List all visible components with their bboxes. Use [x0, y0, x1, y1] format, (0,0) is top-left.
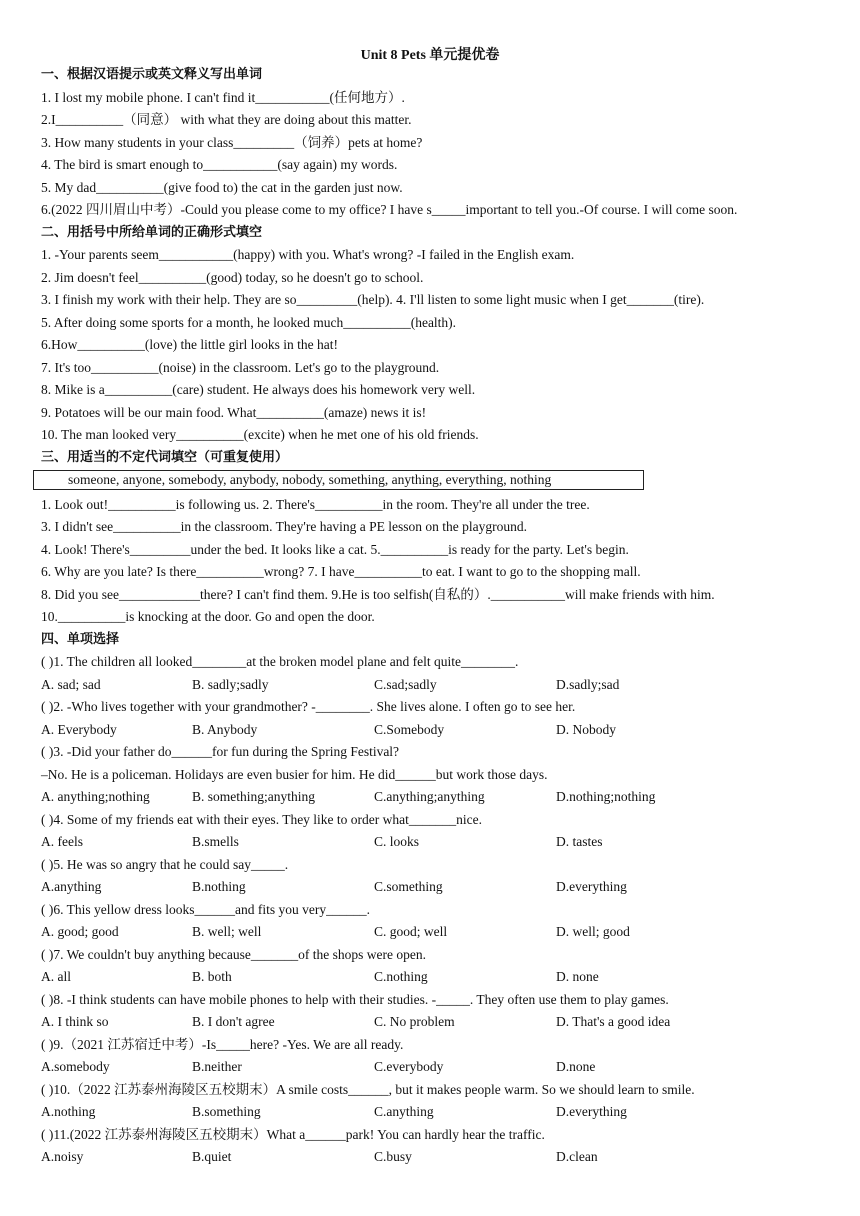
- s1-line-4: 4. The bird is smart enough to___________(say again) my words.: [41, 157, 398, 172]
- q5-option-b: B.nothing: [192, 879, 246, 894]
- q2-option-b: B. Anybody: [192, 722, 258, 737]
- s3-line-4: 6. Why are you late? Is there__________wrong? 7. I have__________to eat. I want to go to the shopping mall.: [41, 564, 641, 579]
- section-3-heading: 三、用适当的不定代词填空（可重复使用）: [41, 450, 289, 465]
- q7-stem: ( )7. We couldn't buy anything because_______of the shops were open.: [41, 947, 427, 962]
- q5-option-d: D.everything: [556, 879, 627, 894]
- s3-line-3: 4. Look! There's_________under the bed. It looks like a cat. 5.__________is ready for the party. Let's begin.: [41, 542, 629, 557]
- q4-option-c: C. looks: [374, 834, 420, 849]
- section-2-heading: 二、用括号中所给单词的正确形式填空: [41, 225, 263, 240]
- q3-stem: ( )3. -Did your father do______for fun during the Spring Festival?: [41, 744, 400, 759]
- s2-line-8: 9. Potatoes will be our main food. What__________(amaze) news it is!: [41, 405, 427, 420]
- q10-stem: ( )10.（2022 江苏泰州海陵区五校期末）A smile costs______, but it makes people warm. So we should learn to smile.: [41, 1082, 695, 1097]
- q8-option-d: D. That's a good idea: [556, 1014, 671, 1029]
- q11-stem: ( )11.(2022 江苏泰州海陵区五校期末）What a______park! You can hardly hear the traffic.: [41, 1127, 545, 1142]
- q2-stem: ( )2. -Who lives together with your grandmother? -________. She lives alone. I often go to see her.: [41, 699, 576, 714]
- q2-option-d: D. Nobody: [556, 722, 616, 737]
- q3-extra: –No. He is a policeman. Holidays are even busier for him. He did______but work those days.: [41, 767, 548, 782]
- q8-option-c: C. No problem: [374, 1014, 455, 1029]
- s2-line-2: 2. Jim doesn't feel__________(good) today, so he doesn't go to school.: [41, 270, 424, 285]
- s1-line-2: 2.I__________（同意） with what they are doing about this matter.: [41, 112, 412, 127]
- q5-option-c: C.something: [374, 879, 443, 894]
- s2-line-5: 6.How__________(love) the little girl looks in the hat!: [41, 337, 338, 352]
- s2-line-6: 7. It's too__________(noise) in the classroom. Let's go to the playground.: [41, 360, 440, 375]
- q4-stem: ( )4. Some of my friends eat with their eyes. They like to order what_______nice.: [41, 812, 483, 827]
- s3-line-1: 1. Look out!__________is following us. 2. There's__________in the room. They're all under the tree.: [41, 497, 590, 512]
- q2-option-c: C.Somebody: [374, 722, 445, 737]
- q7-option-d: D. none: [556, 969, 599, 984]
- q1-option-d: D.sadly;sad: [556, 677, 620, 692]
- s3-line-6: 10.__________is knocking at the door. Go and open the door.: [41, 609, 375, 624]
- q9-option-c: C.everybody: [374, 1059, 444, 1074]
- s2-line-7: 8. Mike is a__________(care) student. He always does his homework very well.: [41, 382, 476, 397]
- q7-option-c: C.nothing: [374, 969, 428, 984]
- q7-option-a: A. all: [41, 969, 71, 984]
- q6-option-d: D. well; good: [556, 924, 630, 939]
- s1-line-3: 3. How many students in your class_________（饲养）pets at home?: [41, 135, 423, 150]
- q10-option-c: C.anything: [374, 1104, 434, 1119]
- word-box-text: someone, anyone, somebody, anybody, nobody, something, anything, everything, nothing: [68, 472, 552, 487]
- word-box: [33, 470, 644, 490]
- q8-stem: ( )8. -I think students can have mobile phones to help with their studies. -_____. They often use them to play games.: [41, 992, 669, 1007]
- q11-option-d: D.clean: [556, 1149, 598, 1164]
- q6-stem: ( )6. This yellow dress looks______and fits you very______.: [41, 902, 370, 917]
- section-1-heading: 一、根据汉语提示或英文释义写出单词: [41, 67, 263, 82]
- q10-option-d: D.everything: [556, 1104, 627, 1119]
- q5-stem: ( )5. He was so angry that he could say_____.: [41, 857, 289, 872]
- q6-option-c: C. good; well: [374, 924, 448, 939]
- q3-option-a: A. anything;nothing: [41, 789, 150, 804]
- q1-option-c: C.sad;sadly: [374, 677, 437, 692]
- q1-option-a: A. sad; sad: [41, 677, 101, 692]
- q10-option-a: A.nothing: [41, 1104, 96, 1119]
- s3-line-2: 3. I didn't see__________in the classroom. They're having a PE lesson on the playground.: [41, 519, 528, 534]
- q9-option-a: A.somebody: [41, 1059, 110, 1074]
- s1-line-1: 1. I lost my mobile phone. I can't find it___________(任何地方）.: [41, 90, 405, 105]
- q3-option-b: B. something;anything: [192, 789, 315, 804]
- q1-option-b: B. sadly;sadly: [192, 677, 269, 692]
- s2-line-1: 1. -Your parents seem___________(happy) with you. What's wrong? -I failed in the English exam.: [41, 247, 575, 262]
- q9-option-b: B.neither: [192, 1059, 242, 1074]
- q5-option-a: A.anything: [41, 879, 102, 894]
- s1-line-5: 5. My dad__________(give food to) the cat in the garden just now.: [41, 180, 403, 195]
- q4-option-b: B.smells: [192, 834, 239, 849]
- page-title: Unit 8 Pets 单元提优卷: [360, 48, 500, 63]
- q11-option-c: C.busy: [374, 1149, 412, 1164]
- q4-option-a: A. feels: [41, 834, 83, 849]
- section-4-heading: 四、单项选择: [41, 632, 120, 647]
- q9-stem: ( )9.（2021 江苏宿迁中考）-Is_____here? -Yes. We are all ready.: [41, 1037, 404, 1052]
- q8-option-b: B. I don't agree: [192, 1014, 275, 1029]
- s2-line-4: 5. After doing some sports for a month, he looked much__________(health).: [41, 315, 457, 330]
- q11-option-b: B.quiet: [192, 1149, 232, 1164]
- q8-option-a: A. I think so: [41, 1014, 109, 1029]
- q7-option-b: B. both: [192, 969, 232, 984]
- q6-option-b: B. well; well: [192, 924, 262, 939]
- q4-option-d: D. tastes: [556, 834, 603, 849]
- q3-option-d: D.nothing;nothing: [556, 789, 656, 804]
- q11-option-a: A.noisy: [41, 1149, 84, 1164]
- s3-line-5: 8. Did you see____________there? I can't find them. 9.He is too selfish(自私的）.___________will make friends with him.: [41, 587, 715, 602]
- s1-line-6: 6.(2022 四川眉山中考）-Could you please come to my office? I have s_____important to tell you.-Of course. I will come soon.: [41, 202, 738, 217]
- q9-option-d: D.none: [556, 1059, 596, 1074]
- q1-stem: ( )1. The children all looked________at the broken model plane and felt quite________.: [41, 654, 519, 669]
- q6-option-a: A. good; good: [41, 924, 119, 939]
- q2-option-a: A. Everybody: [41, 722, 117, 737]
- q10-option-b: B.something: [192, 1104, 261, 1119]
- q3-option-c: C.anything;anything: [374, 789, 485, 804]
- s2-line-9: 10. The man looked very__________(excite) when he met one of his old friends.: [41, 427, 479, 442]
- s2-line-3: 3. I finish my work with their help. They are so_________(help). 4. I'll listen to some light music when I get_______(tire).: [41, 292, 705, 307]
